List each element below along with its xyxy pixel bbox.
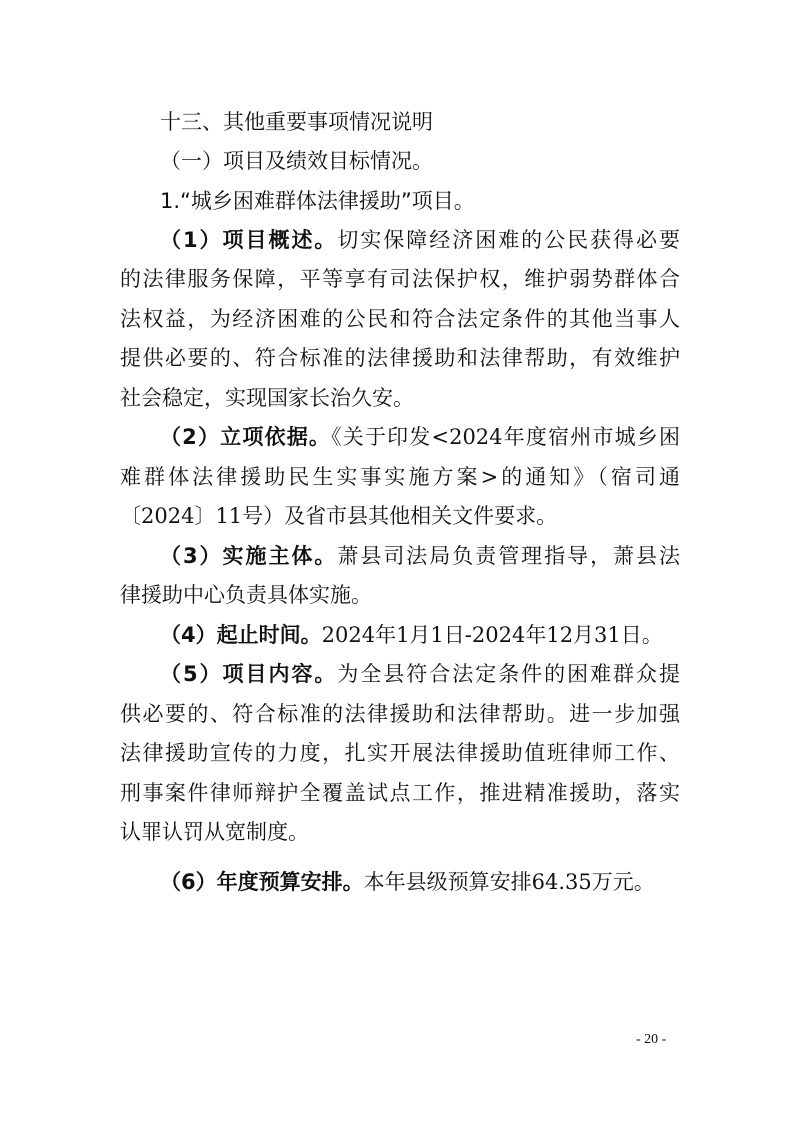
basis-text-1: 《关于印发<2024年度宿州市城乡困 — [331, 425, 680, 449]
overview-line-1 — [160, 226, 680, 254]
project-title: 1.“城乡困难群体法律援助”项目。 — [160, 189, 475, 213]
content-label: （5）项目内容。 — [160, 662, 338, 686]
subject-label: （3）实施主体。 — [160, 544, 338, 568]
basis-line-1 — [160, 423, 680, 451]
basis-line-2: 难群体法律援助民生实事实施方案>的通知》（宿司通 — [120, 465, 680, 489]
content-line-3: 法律援助宣传的力度，扎实开展法律援助值班律师工作、 — [120, 741, 680, 765]
budget-text-1: 本年县级预算安排64.35万元。 — [363, 870, 655, 894]
subject-text-1: 萧县司法局负责管理指导，萧县法 — [337, 544, 680, 568]
content-line-2: 供必要的、符合标准的法律援助和法律帮助。进一步加强 — [120, 702, 680, 726]
content-line-5: 认罪认罚从宽制度。 — [120, 820, 309, 844]
subject-line-1 — [160, 542, 680, 570]
content-line-1 — [160, 660, 680, 688]
basis-label: （2）立项依据。 — [160, 425, 332, 449]
overview-line-3: 法权益，为经济困难的公民和符合法定条件的其他当事人 — [120, 307, 680, 331]
section-subtitle: （一）项目及绩效目标情况。 — [160, 149, 433, 173]
content-text-1: 为全县符合法定条件的困难群众提 — [337, 662, 680, 686]
overview-line-5: 社会稳定，实现国家长治久安。 — [120, 386, 414, 410]
section-title: 十三、其他重要事项情况说明 — [160, 110, 433, 134]
basis-line-3: 〔2024〕11号）及省市县其他相关文件要求。 — [120, 504, 558, 528]
overview-label: （1）项目概述。 — [160, 228, 338, 252]
budget-line-1 — [160, 868, 680, 896]
period-line-1 — [160, 621, 680, 649]
budget-label: （6）年度预算安排。 — [160, 870, 364, 894]
page-number: - 20 - — [636, 1032, 667, 1047]
period-text-1: 2024年1月1日-2024年12月31日。 — [321, 623, 663, 647]
period-label: （4）起止时间。 — [160, 623, 322, 647]
overview-text-1: 切实保障经济困难的公民获得必要 — [337, 228, 680, 252]
subject-line-2: 律援助中心负责具体实施。 — [120, 583, 372, 607]
overview-line-4: 提供必要的、符合标准的法律援助和法律帮助，有效维护 — [120, 346, 680, 370]
content-line-4: 刑事案件律师辩护全覆盖试点工作，推进精准援助，落实 — [120, 781, 680, 805]
overview-line-2: 的法律服务保障，平等享有司法保护权，维护弱势群体合 — [120, 267, 680, 291]
